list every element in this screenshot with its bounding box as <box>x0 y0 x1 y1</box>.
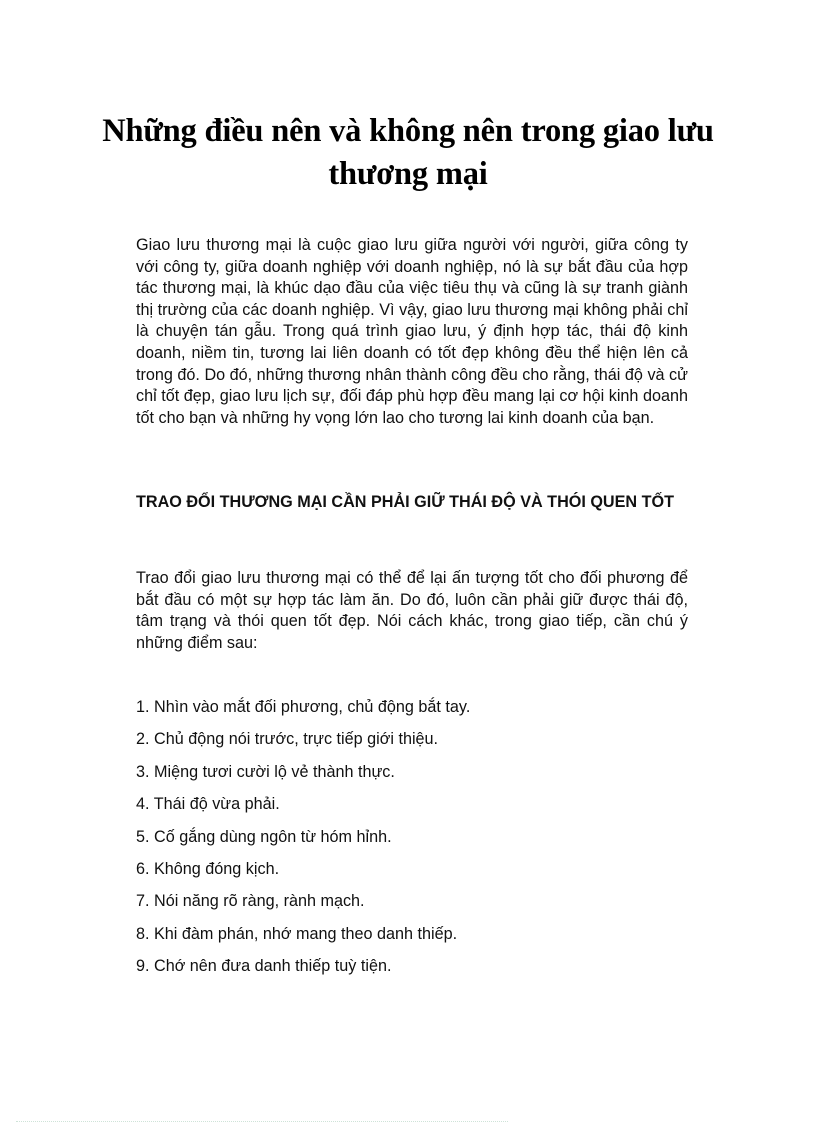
list-item: 2. Chủ động nói trước, trực tiếp giới thiệu. <box>136 730 439 749</box>
list-item: 6. Không đóng kịch. <box>136 859 280 878</box>
list-item: 1. Nhìn vào mắt đối phương, chủ động bắt tay. <box>136 698 471 716</box>
intro-paragraph: Giao lưu thương mại là cuộc giao lưu giữa người với người, giữa công ty với công ty, giữa doanh nghiệp với doanh nghiệp, nó là sự bắt đầu của hợp tác thương mại, là khúc dạo đầu của việc tiêu thụ và cũng là sự tranh giành thị trường của các doanh nghiệp. Vì vậy, giao lưu thương mại không phải chỉ là chuyện tán gẫu. Trong quá trình giao lưu, ý định hợp tác, thái độ kinh doanh, niềm tin, tương lai liên doanh có tốt đẹp không đều thể hiện lên cả trong đó. Do đó, những thương nhân thành công đều cho rằng, thái độ và cử chỉ tốt đẹp, giao lưu lịch sự, đối đáp phù hợp đều mang lại cơ hội kinh doanh tốt cho bạn và những hy vọng lớn lao cho tương lai kinh doanh của bạn. <box>136 236 688 427</box>
page-bottom-divider <box>16 1121 508 1122</box>
list-item: 3. Miệng tươi cười lộ vẻ thành thực. <box>136 762 395 781</box>
section-heading: TRAO ĐỔI THƯƠNG MẠI CẦN PHẢI GIỮ THÁI ĐỘ VÀ THÓI QUEN TỐT <box>136 493 674 511</box>
tips-list <box>136 697 688 989</box>
list-item: 9. Chớ nên đưa danh thiếp tuỳ tiện. <box>136 957 392 976</box>
document-title: Những điều nên và không nên trong giao lưu thương mại <box>102 113 714 192</box>
list-item: 4. Thái độ vừa phải. <box>136 795 280 814</box>
section-paragraph: Trao đổi giao lưu thương mại có thể để lại ấn tượng tốt cho đối phương để bắt đầu có một sự hợp tác làm ăn. Do đó, luôn cần phải giữ được thái độ, tâm trạng và thói quen tốt đẹp. Nói cách khác, trong giao tiếp, cần chú ý những điểm sau: <box>136 569 688 652</box>
list-item: 8. Khi đàm phán, nhớ mang theo danh thiếp. <box>136 924 458 943</box>
list-item: 7. Nói năng rõ ràng, rành mạch. <box>136 892 365 911</box>
list-item: 5. Cố gắng dùng ngôn từ hóm hỉnh. <box>136 827 392 846</box>
